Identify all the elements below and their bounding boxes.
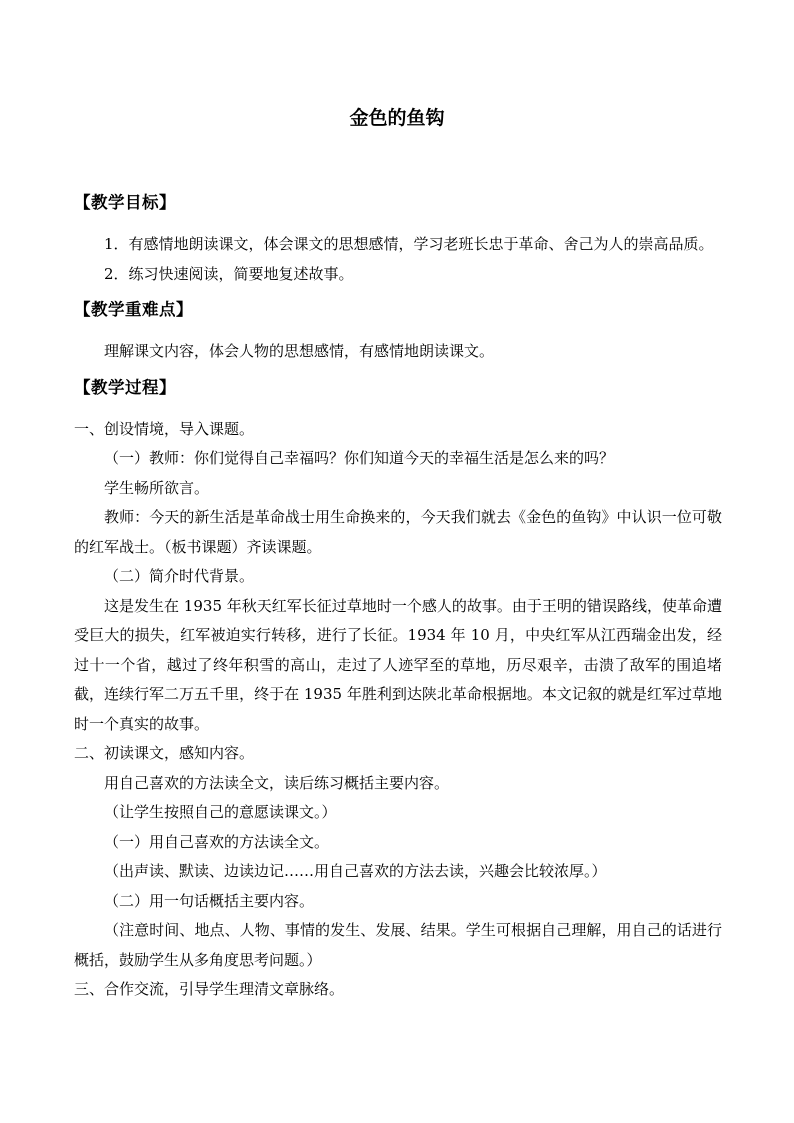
paragraph-step-1-e: 这是发生在 1935 年秋天红军长征过草地时一个感人的故事。由于王明的错误路线，使革命遭受巨大的损失，红军被迫实行转移，进行了长征。1934 年 10 月，中央红军从江西瑞金出发，经过十一个省，越过了终年积雪的高山，走过了人迹罕至的草地，历尽艰辛，击溃了敌军的围追堵截，连续行军二万五千里，终于在 1935 年胜利到达陕北革命根据地。本文记叙的就是红军过草地时一个真实的故事。 xyxy=(74,596,722,733)
paragraph-step-2-c: （一）用自己喜欢的方法读全文。 xyxy=(104,832,330,851)
paragraph-step-2-e: （二）用一句话概括主要内容。 xyxy=(104,891,315,910)
section-heading-goals: 【教学目标】 xyxy=(74,193,176,212)
paragraph-step-2-a: 用自己喜欢的方法读全文，读后练习概括主要内容。 xyxy=(104,773,450,792)
paragraph-step-2: 二、初读课文，感知内容。 xyxy=(74,744,255,762)
paragraph-step-3: 三、合作交流，引导学生理清文章脉络。 xyxy=(74,980,345,998)
section-heading-process: 【教学过程】 xyxy=(74,377,176,397)
paragraph-step-2-b: （让学生按照自己的意愿读课文。） xyxy=(104,803,337,821)
paragraph-step-1-c: 教师：今天的新生活是革命战士用生命换来的，今天我们就去《金色的鱼钩》中认识一位可敬的红军战士。（板书课题）齐读课题。 xyxy=(74,508,722,556)
paragraph-step-1-a: （一）教师：你们觉得自己幸福吗？你们知道今天的幸福生活是怎么来的吗？ xyxy=(104,449,615,467)
page-title: 金色的鱼钩 xyxy=(349,107,445,129)
paragraph-step-2-f: （注意时间、地点、人物、事情的发生、发展、结果。学生可根据自己理解，用自己的话进行概括，鼓励学生从多角度思考问题。） xyxy=(74,921,722,969)
paragraph-step-1: 一、创设情境，导入课题。 xyxy=(74,419,255,438)
section-heading-key-points: 【教学重难点】 xyxy=(74,300,193,319)
paragraph-goal-1: 1．有感情地朗读课文，体会课文的思想感情，学习老班长忠于革命、舍己为人的崇高品质。 xyxy=(104,235,714,253)
document-body xyxy=(74,188,722,1005)
paragraph-key-points: 理解课文内容，体会人物的思想感情，有感情地朗读课文。 xyxy=(104,342,495,360)
paragraph-step-1-d: （二）简介时代背景。 xyxy=(104,567,255,585)
paragraph-goal-2: 2．练习快速阅读，简要地复述故事。 xyxy=(104,264,354,283)
paragraph-step-2-d: （出声读、默读、边读边记……用自己喜欢的方法去读，兴趣会比较浓厚。） xyxy=(104,862,607,880)
paragraph-step-1-b: 学生畅所欲言。 xyxy=(104,478,210,497)
